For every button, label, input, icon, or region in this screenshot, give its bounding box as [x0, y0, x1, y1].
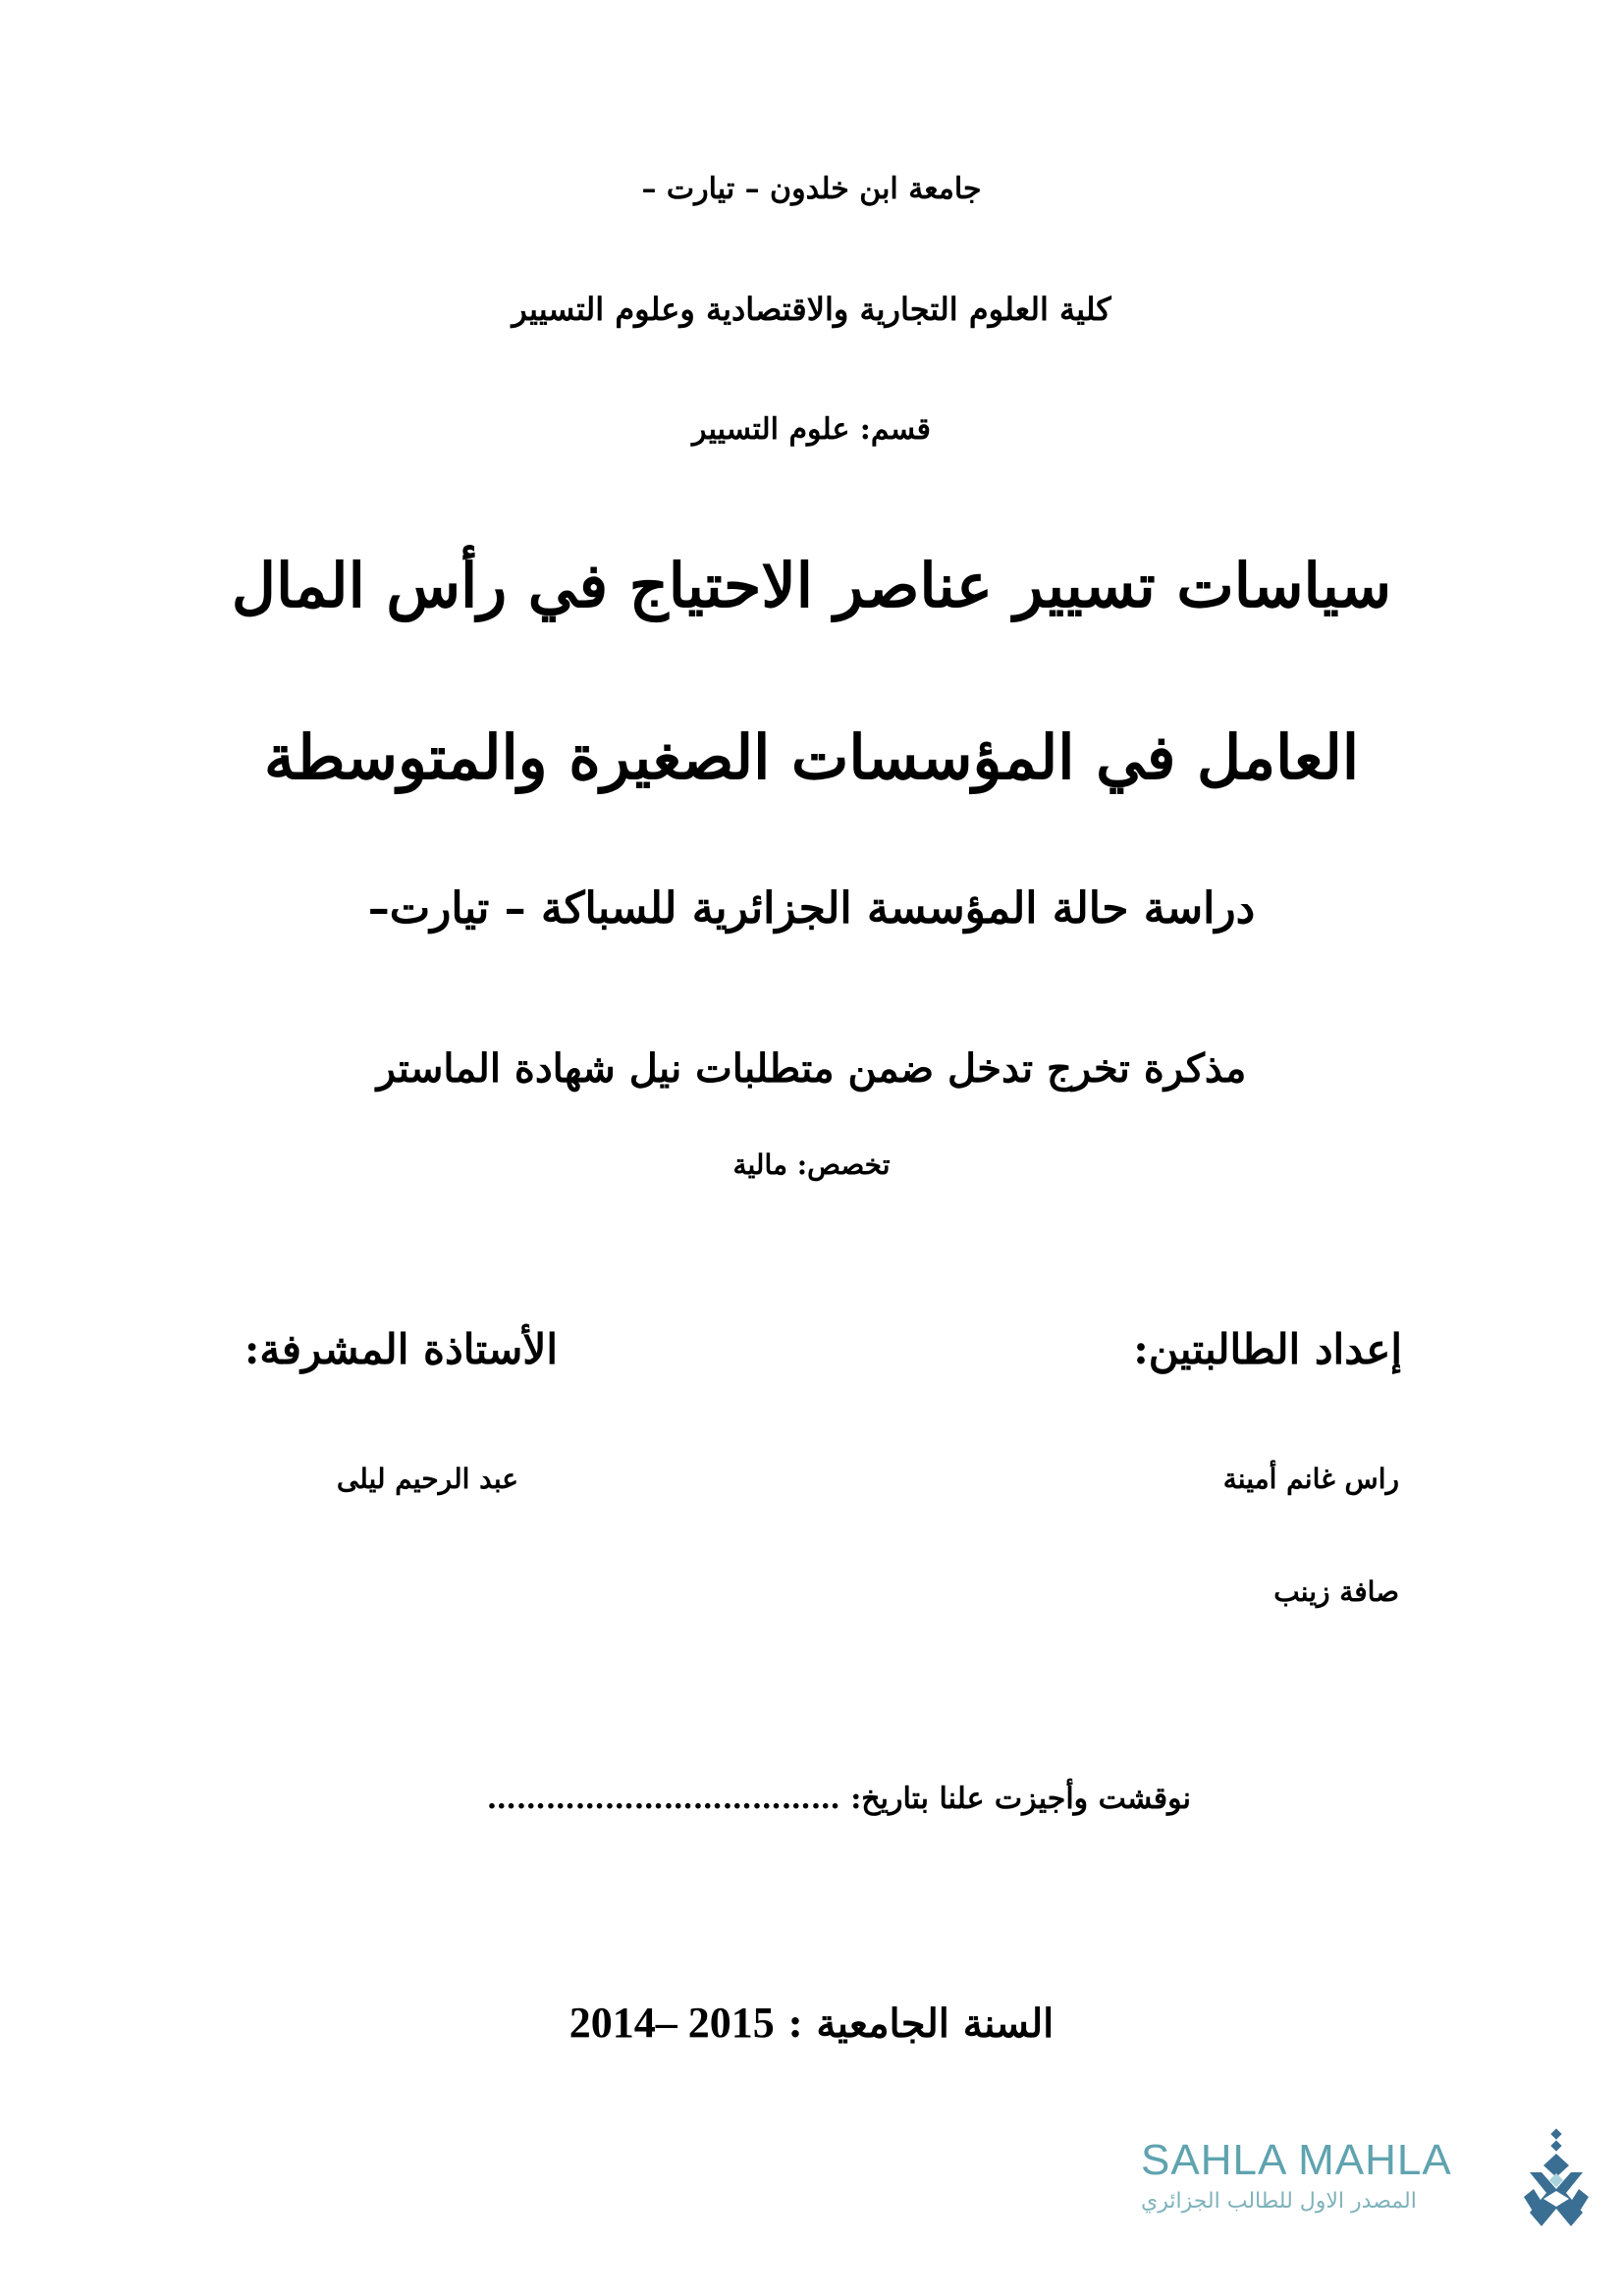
student-name: راس غانم أمينة — [1222, 1463, 1399, 1495]
watermark-tagline: المصدر الاول للطالب الجزائري — [1141, 2189, 1417, 2214]
memo-description: مذكرة تخرج تدخل ضمن متطلبات نيل شهادة الماستر — [376, 1045, 1247, 1092]
students-label: إعداد الطالبتين: — [1133, 1325, 1402, 1373]
department-name: قسم: علوم التسيير — [692, 412, 931, 447]
supervisor-name: عبد الرحيم ليلى — [336, 1463, 518, 1495]
case-study-subtitle: دراسة حالة المؤسسة الجزائرية للسباكة – تيارت– — [367, 883, 1256, 934]
student-name: صافة زينب — [1273, 1575, 1399, 1608]
calligraphy-logo-icon — [1522, 2128, 1591, 2236]
specialty: تخصص: مالية — [732, 1148, 891, 1181]
supervisor-label: الأستاذة المشرفة: — [243, 1325, 558, 1373]
university-name: جامعة ابن خلدون – تيارت – — [641, 172, 982, 206]
thesis-title-line-1: سياسات تسيير عناصر الاحتياج في رأس المال — [231, 550, 1392, 621]
defense-date-placeholder: ……………………………… — [486, 1782, 840, 1816]
defense-date-line — [487, 1782, 1191, 1816]
thesis-title-line-2: العامل في المؤسسات الصغيرة والمتوسطة — [263, 721, 1360, 793]
academic-year — [0, 1998, 1623, 2048]
watermark-brand: SAHLA MAHLA — [1141, 2136, 1452, 2184]
sahla-mahla-watermark — [1141, 2128, 1573, 2236]
academic-year-value: 2014– 2015 — [568, 1999, 775, 2047]
faculty-name: كلية العلوم التجارية والاقتصادية وعلوم التسيير — [512, 291, 1111, 328]
academic-year-label: السنة الجامعية : — [787, 2001, 1055, 2047]
defense-label: نوقشت وأجيزت علنا بتاريخ: — [850, 1782, 1191, 1816]
